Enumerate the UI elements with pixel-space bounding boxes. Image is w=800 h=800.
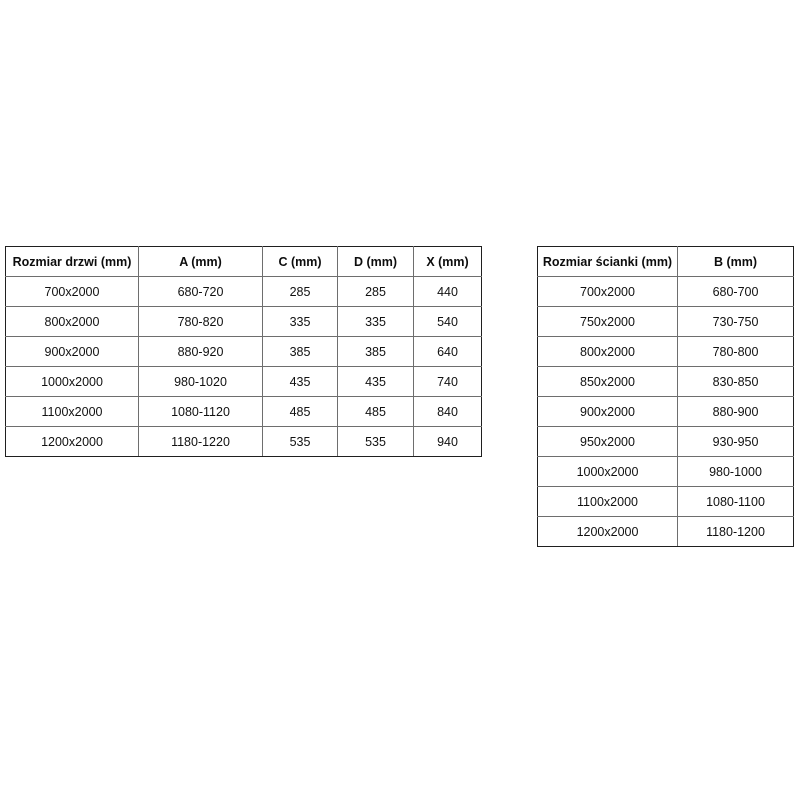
table-cell: 830-850	[678, 367, 794, 397]
table-row	[538, 427, 794, 457]
table-cell: 780-820	[139, 307, 263, 337]
column-header: X (mm)	[414, 247, 482, 277]
table-cell: 1000x2000	[6, 367, 139, 397]
column-header: D (mm)	[338, 247, 414, 277]
table-cell: 700x2000	[6, 277, 139, 307]
table-cell: 800x2000	[538, 337, 678, 367]
table-cell: 535	[338, 427, 414, 457]
table-row	[538, 337, 794, 367]
table-row	[538, 487, 794, 517]
column-header: C (mm)	[263, 247, 338, 277]
column-header: Rozmiar ścianki (mm)	[538, 247, 678, 277]
column-header: Rozmiar drzwi (mm)	[6, 247, 139, 277]
door-table-header-row	[6, 247, 482, 277]
table-cell: 740	[414, 367, 482, 397]
table-cell: 800x2000	[6, 307, 139, 337]
table-row	[6, 427, 482, 457]
column-header: A (mm)	[139, 247, 263, 277]
table-cell: 930-950	[678, 427, 794, 457]
table-row	[6, 397, 482, 427]
table-cell: 1080-1100	[678, 487, 794, 517]
table-cell: 1000x2000	[538, 457, 678, 487]
table-cell: 940	[414, 427, 482, 457]
table-cell: 435	[338, 367, 414, 397]
table-cell: 540	[414, 307, 482, 337]
table-cell: 285	[338, 277, 414, 307]
wall-table-header-row	[538, 247, 794, 277]
table-cell: 900x2000	[6, 337, 139, 367]
table-row	[538, 307, 794, 337]
table-cell: 335	[338, 307, 414, 337]
wall-dimensions-table	[537, 246, 794, 547]
table-cell: 535	[263, 427, 338, 457]
table-cell: 900x2000	[538, 397, 678, 427]
table-cell: 880-920	[139, 337, 263, 367]
table-cell: 435	[263, 367, 338, 397]
table-cell: 385	[338, 337, 414, 367]
table-row	[538, 517, 794, 547]
table-cell: 980-1020	[139, 367, 263, 397]
table-cell: 750x2000	[538, 307, 678, 337]
table-row	[6, 367, 482, 397]
table-row	[538, 397, 794, 427]
table-cell: 335	[263, 307, 338, 337]
table-cell: 1180-1220	[139, 427, 263, 457]
door-dimensions-table	[5, 246, 482, 457]
table-cell: 1200x2000	[538, 517, 678, 547]
table-row	[6, 307, 482, 337]
table-cell: 880-900	[678, 397, 794, 427]
table-row	[6, 277, 482, 307]
table-cell: 285	[263, 277, 338, 307]
table-cell: 1200x2000	[6, 427, 139, 457]
table-cell: 1080-1120	[139, 397, 263, 427]
table-cell: 980-1000	[678, 457, 794, 487]
table-cell: 485	[263, 397, 338, 427]
table-row	[538, 277, 794, 307]
table-row	[538, 367, 794, 397]
table-cell: 950x2000	[538, 427, 678, 457]
table-cell: 485	[338, 397, 414, 427]
table-cell: 840	[414, 397, 482, 427]
table-cell: 440	[414, 277, 482, 307]
column-header: B (mm)	[678, 247, 794, 277]
table-cell: 1100x2000	[538, 487, 678, 517]
table-cell: 640	[414, 337, 482, 367]
table-cell: 730-750	[678, 307, 794, 337]
table-cell: 680-720	[139, 277, 263, 307]
table-cell: 1100x2000	[6, 397, 139, 427]
table-cell: 780-800	[678, 337, 794, 367]
table-row	[6, 337, 482, 367]
table-cell: 850x2000	[538, 367, 678, 397]
table-cell: 700x2000	[538, 277, 678, 307]
table-row	[538, 457, 794, 487]
table-cell: 385	[263, 337, 338, 367]
table-cell: 1180-1200	[678, 517, 794, 547]
table-cell: 680-700	[678, 277, 794, 307]
